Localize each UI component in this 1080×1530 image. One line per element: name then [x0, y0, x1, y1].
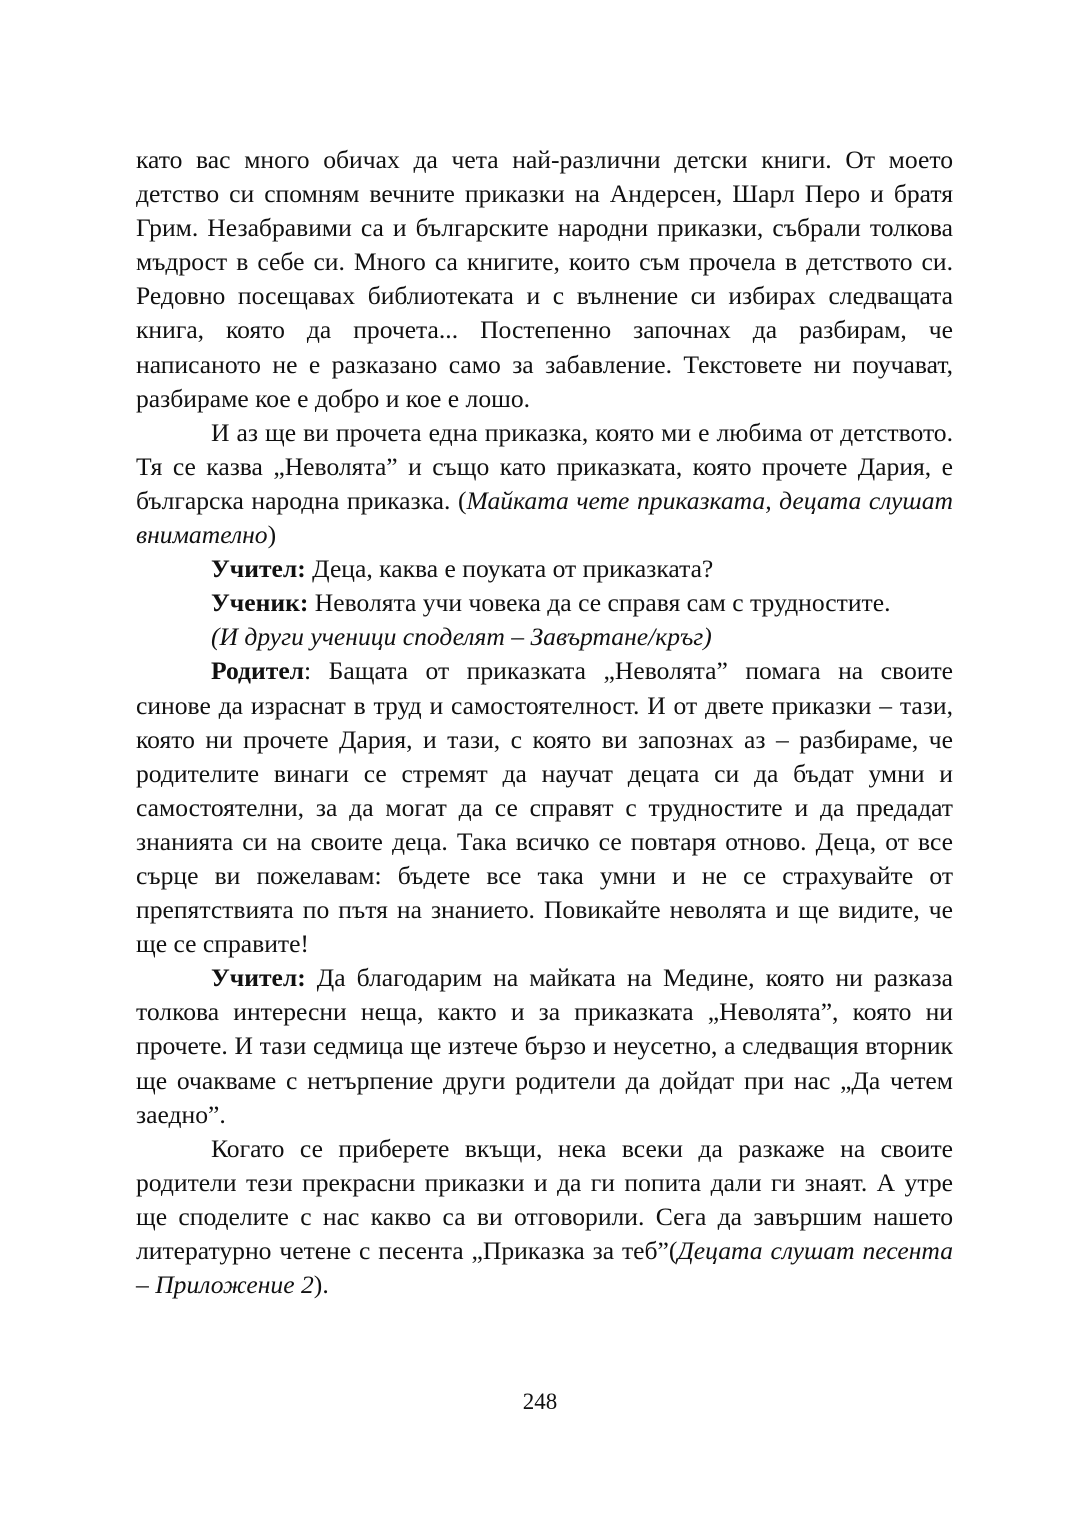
paragraph-1 — [136, 143, 953, 416]
dialogue-text: Неволята учи човека да се справя сам с трудностите. — [308, 588, 891, 618]
speaker-label: Родител — [211, 656, 305, 686]
dialogue-text: Да благодарим на майката на Медине, която ни разказа толкова интересни неща, както и за приказката „Неволята”, която ни прочете. И тази седмица ще изтече бързо и неусетно, а следващия вторник ще очакваме с нетърпение други родители да дойдат при нас „Да четем заедно”. — [136, 963, 953, 1129]
dialogue-student — [136, 586, 953, 620]
paragraph-closing-tail: ). — [313, 1270, 329, 1300]
page-body — [136, 143, 953, 1302]
paragraph-1-text: като вас много обичах да чета най-различни детски книги. От моето детство си спомням вечните приказки на Андерсен, Шарл Перо и братя Грим. Незабравими са и българските народни приказки, събрали толкова мъдрост в себе си. Много са книгите, които съм прочела в детството си. Редовно посещавах библиотеката и с вълнение си избирах следващата книга, която да прочета... Постепенно започнах да разбирам, че написаното не е разказано само за забавление. Текстовете ни поучават, разбираме кое е добро и кое е лошо. — [136, 145, 953, 413]
speaker-label: Ученик: — [211, 588, 309, 618]
speaker-label: Учител: — [211, 963, 306, 993]
stage-direction-line — [136, 620, 953, 654]
paragraph-2 — [136, 416, 953, 552]
page-number: 248 — [522, 1389, 558, 1414]
paragraph-2-tail: ) — [267, 520, 277, 550]
paragraph-closing-text: Когато се приберете вкъщи, нека всеки да разкаже на своите родители тези прекрасни приказки и да ги попита дали ги знаят. А утре ще споделите с нас какво са ви отговорили. Сега да завършим нашето литературно четене с песента „Приказка за теб”( — [136, 1133, 953, 1265]
stage-direction: (И други ученици споделят – Завъртане/кръг) — [211, 622, 712, 652]
stage-direction: Децата слушат песента – Приложение 2 — [136, 1236, 953, 1300]
paragraph-2-text: И аз ще ви прочета една приказка, която ми е любима от детството. Тя се казва „Неволята” и също като приказката, която прочете Дария, е българска народна приказка. ( — [136, 417, 953, 515]
stage-direction: Майката чете приказката, децата слушат внимателно — [136, 485, 953, 550]
dialogue-text: : Бащата от приказката „Неволята” помага на своите синове да израснат в труд и самостоятелност. И от двете приказки – тази, която ни прочете Дария, и тази, с която ви запознах аз – разбираме, че родителите винаги се стремят да научат децата си да бъдат умни и самостоятелни, за да могат да се справят с трудностите и да предадат знанията си на своите деца. Така всичко се повтаря отново. Деца, от все сърце ви пожелавам: бъдете все така умни и не се страхувайте от препятствията по пътя на знанието. Повикайте неволята и ще видите, че ще се справите! — [136, 656, 953, 959]
dialogue-teacher-2 — [136, 961, 953, 1131]
speaker-label: Учител: — [211, 554, 306, 584]
dialogue-parent — [136, 654, 953, 961]
dialogue-teacher-1 — [136, 552, 953, 586]
paragraph-closing — [136, 1132, 953, 1302]
dialogue-text: Деца, каква е поуката от приказката? — [305, 554, 714, 584]
